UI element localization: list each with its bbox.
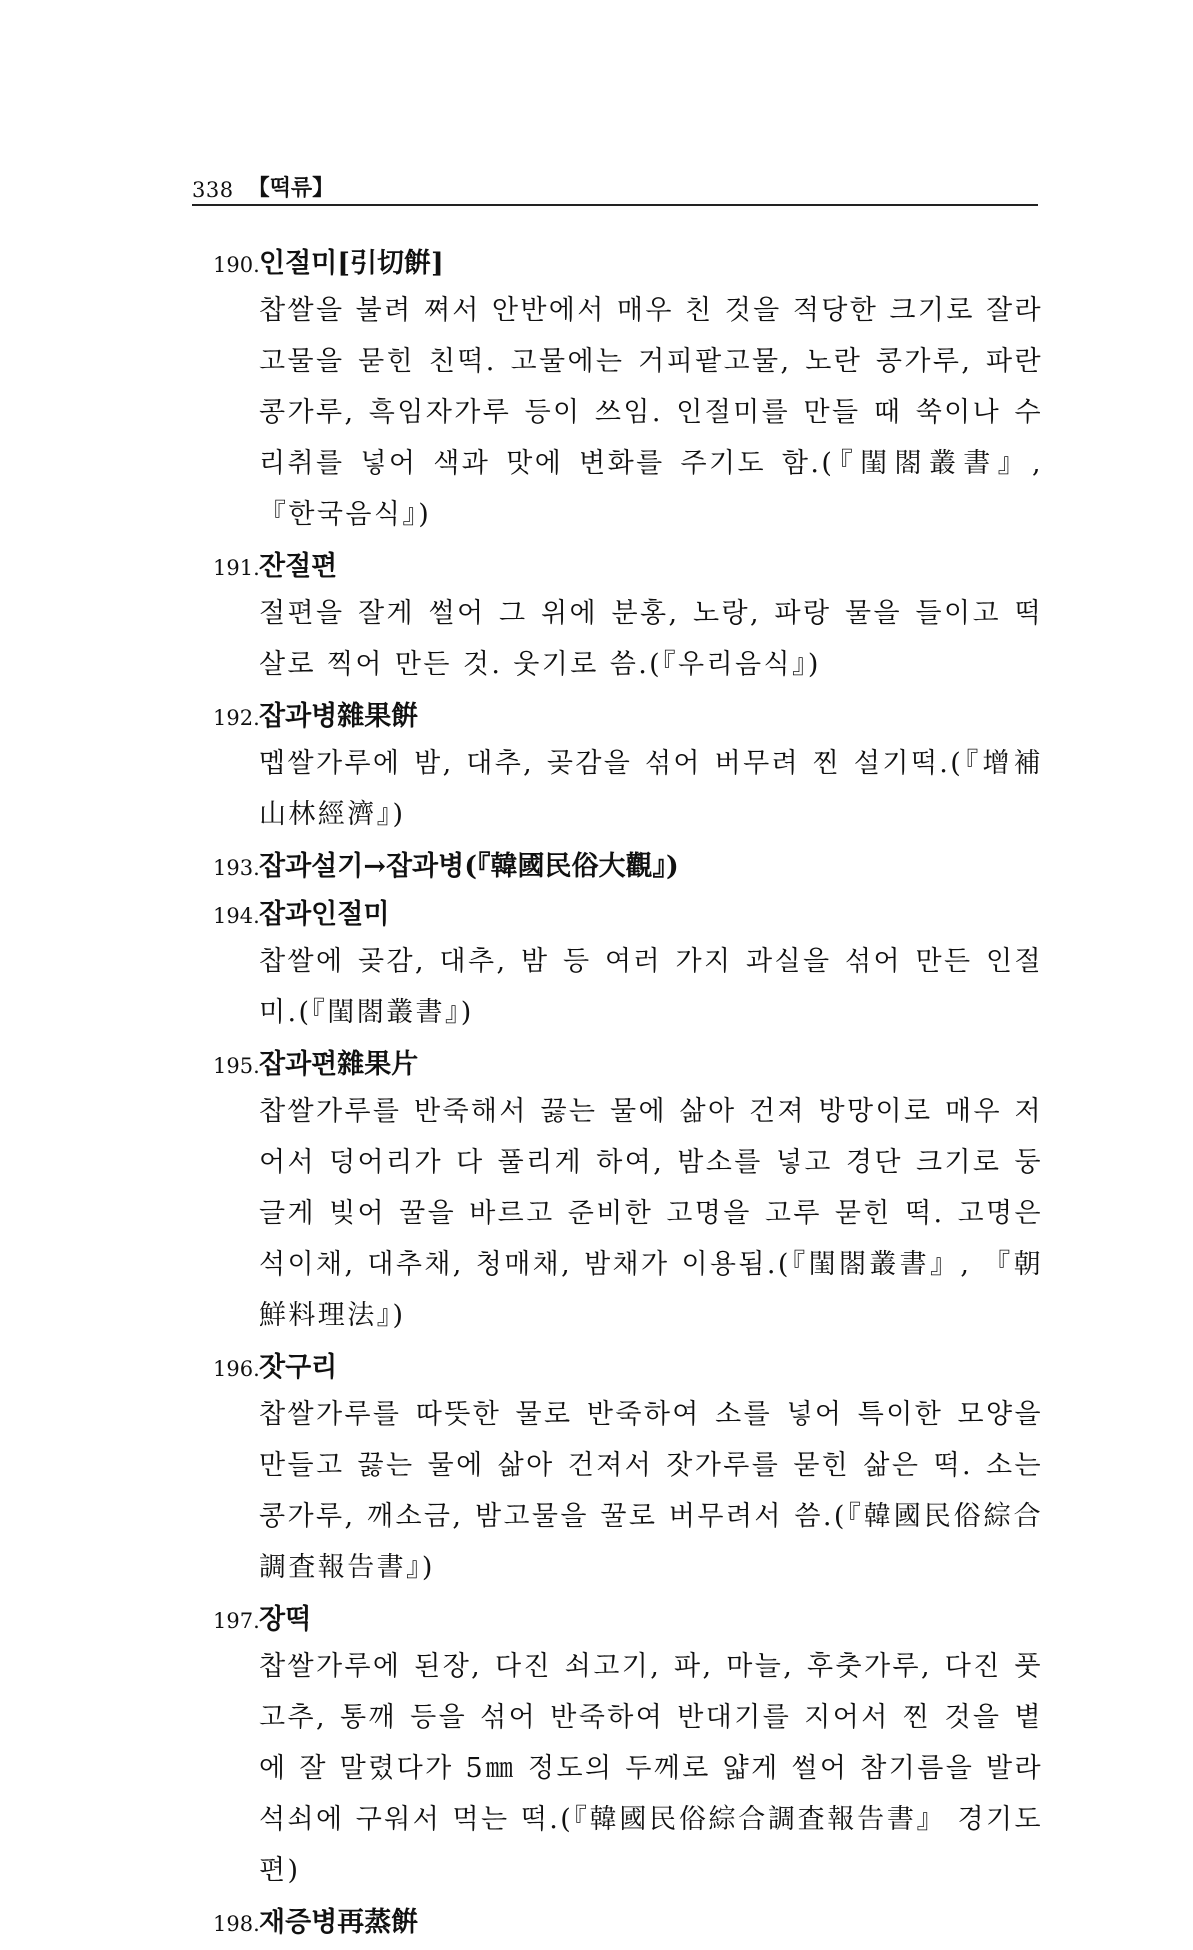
entry-number: 195. xyxy=(213,1054,260,1078)
entry-heading xyxy=(213,546,1043,588)
entry-text: 찹쌀을 불려 쪄서 안반에서 매우 친 것을 적당한 크기로 잘라 고물을 묻힌 친떡. 고물에는 거피팥고물, 노란 콩가루, 파란 콩가루, 흑임자가루 등이 쓰임. 인절미를 만들 때 쑥이나 수리취를 넣어 색과 맛에 변화를 주기도 함.(『閨閤叢書』, 『한국음식』) xyxy=(259,295,1043,530)
section-label: 【떡류】 xyxy=(247,175,335,201)
entry-list xyxy=(213,243,1043,1950)
entry-194 xyxy=(213,894,1043,1038)
entry-190 xyxy=(213,243,1043,540)
running-header xyxy=(192,168,1038,206)
entry-number: 194. xyxy=(213,904,260,928)
entry-heading xyxy=(213,243,1043,285)
entry-number: 190. xyxy=(213,253,260,277)
entry-text: 찹쌀가루를 따뜻한 물로 반죽하여 소를 넣어 특이한 모양을 만들고 끓는 물에 삶아 건져서 잣가루를 묻힌 삶은 떡. 소는 콩가루, 깨소금, 밤고물을 꿀로 버무려서 씀.(『韓國民俗綜合調査報告書』) xyxy=(259,1399,1043,1583)
entry-heading xyxy=(213,1044,1043,1086)
entry-191 xyxy=(213,546,1043,690)
entry-text: 찹쌀가루를 반죽해서 끓는 물에 삶아 건져 방망이로 매우 저어서 덩어리가 다 풀리게 하여, 밤소를 넣고 경단 크기로 둥글게 빚어 꿀을 바르고 준비한 고명을 고루 묻힌 떡. 고명은 석이채, 대추채, 청매채, 밤채가 이용됨.(『閨閤叢書』, 『朝鮮料理法』) xyxy=(259,1096,1043,1331)
entry-heading xyxy=(213,894,1043,936)
entry-number: 196. xyxy=(213,1357,260,1381)
entry-198 xyxy=(213,1902,1043,1944)
entry-number: 192. xyxy=(213,706,260,730)
entry-text: 찹쌀가루에 된장, 다진 쇠고기, 파, 마늘, 후춧가루, 다진 풋고추, 통깨 등을 섞어 반죽하여 반대기를 지어서 찐 것을 볕에 잘 말렸다가 5㎜ 정도의 두께로 얇게 썰어 참기름을 발라 석쇠에 구워서 먹는 떡.(『韓國民俗綜合調査報告書』 경기도편) xyxy=(259,1651,1043,1886)
entry-title: 재증병再蒸餠 xyxy=(259,1907,419,1938)
entry-heading xyxy=(213,846,1043,888)
entry-text: 절편을 잘게 썰어 그 위에 분홍, 노랑, 파랑 물을 들이고 떡살로 찍어 만든 것. 웃기로 씀.(『우리음식』) xyxy=(259,598,1043,680)
entry-196 xyxy=(213,1347,1043,1593)
entry-197 xyxy=(213,1599,1043,1896)
entry-text: 찹쌀에 곶감, 대추, 밤 등 여러 가지 과실을 섞어 만든 인절미.(『閨閤叢書』) xyxy=(259,946,1043,1028)
entry-text: 멥쌀가루에 밤, 대추, 곶감을 섞어 버무려 찐 설기떡.(『增補山林經濟』) xyxy=(259,748,1043,830)
entry-number: 197. xyxy=(213,1609,260,1633)
entry-title: 잡과병雜果餠 xyxy=(259,701,419,732)
entry-number: 193. xyxy=(213,856,260,880)
entry-heading xyxy=(213,1599,1043,1641)
entry-title: 장떡 xyxy=(259,1604,312,1635)
entry-title: 인절미[引切餠] xyxy=(259,248,444,279)
page-number: 338 xyxy=(192,178,234,202)
entry-heading xyxy=(213,696,1043,738)
entry-193 xyxy=(213,846,1043,888)
entry-192 xyxy=(213,696,1043,840)
entry-heading xyxy=(213,1902,1043,1944)
entry-heading xyxy=(213,1347,1043,1389)
entry-number: 191. xyxy=(213,556,260,580)
entry-title: 잣구리 xyxy=(259,1352,338,1383)
entry-195 xyxy=(213,1044,1043,1341)
entry-title: 잡과편雜果片 xyxy=(259,1049,419,1080)
entry-number: 198. xyxy=(213,1912,260,1936)
entry-title: 잡과인절미 xyxy=(259,899,390,930)
entry-title: 잡과설기→잡과병(『韓國民俗大觀』) xyxy=(259,851,679,882)
entry-title: 잔절편 xyxy=(259,551,338,582)
